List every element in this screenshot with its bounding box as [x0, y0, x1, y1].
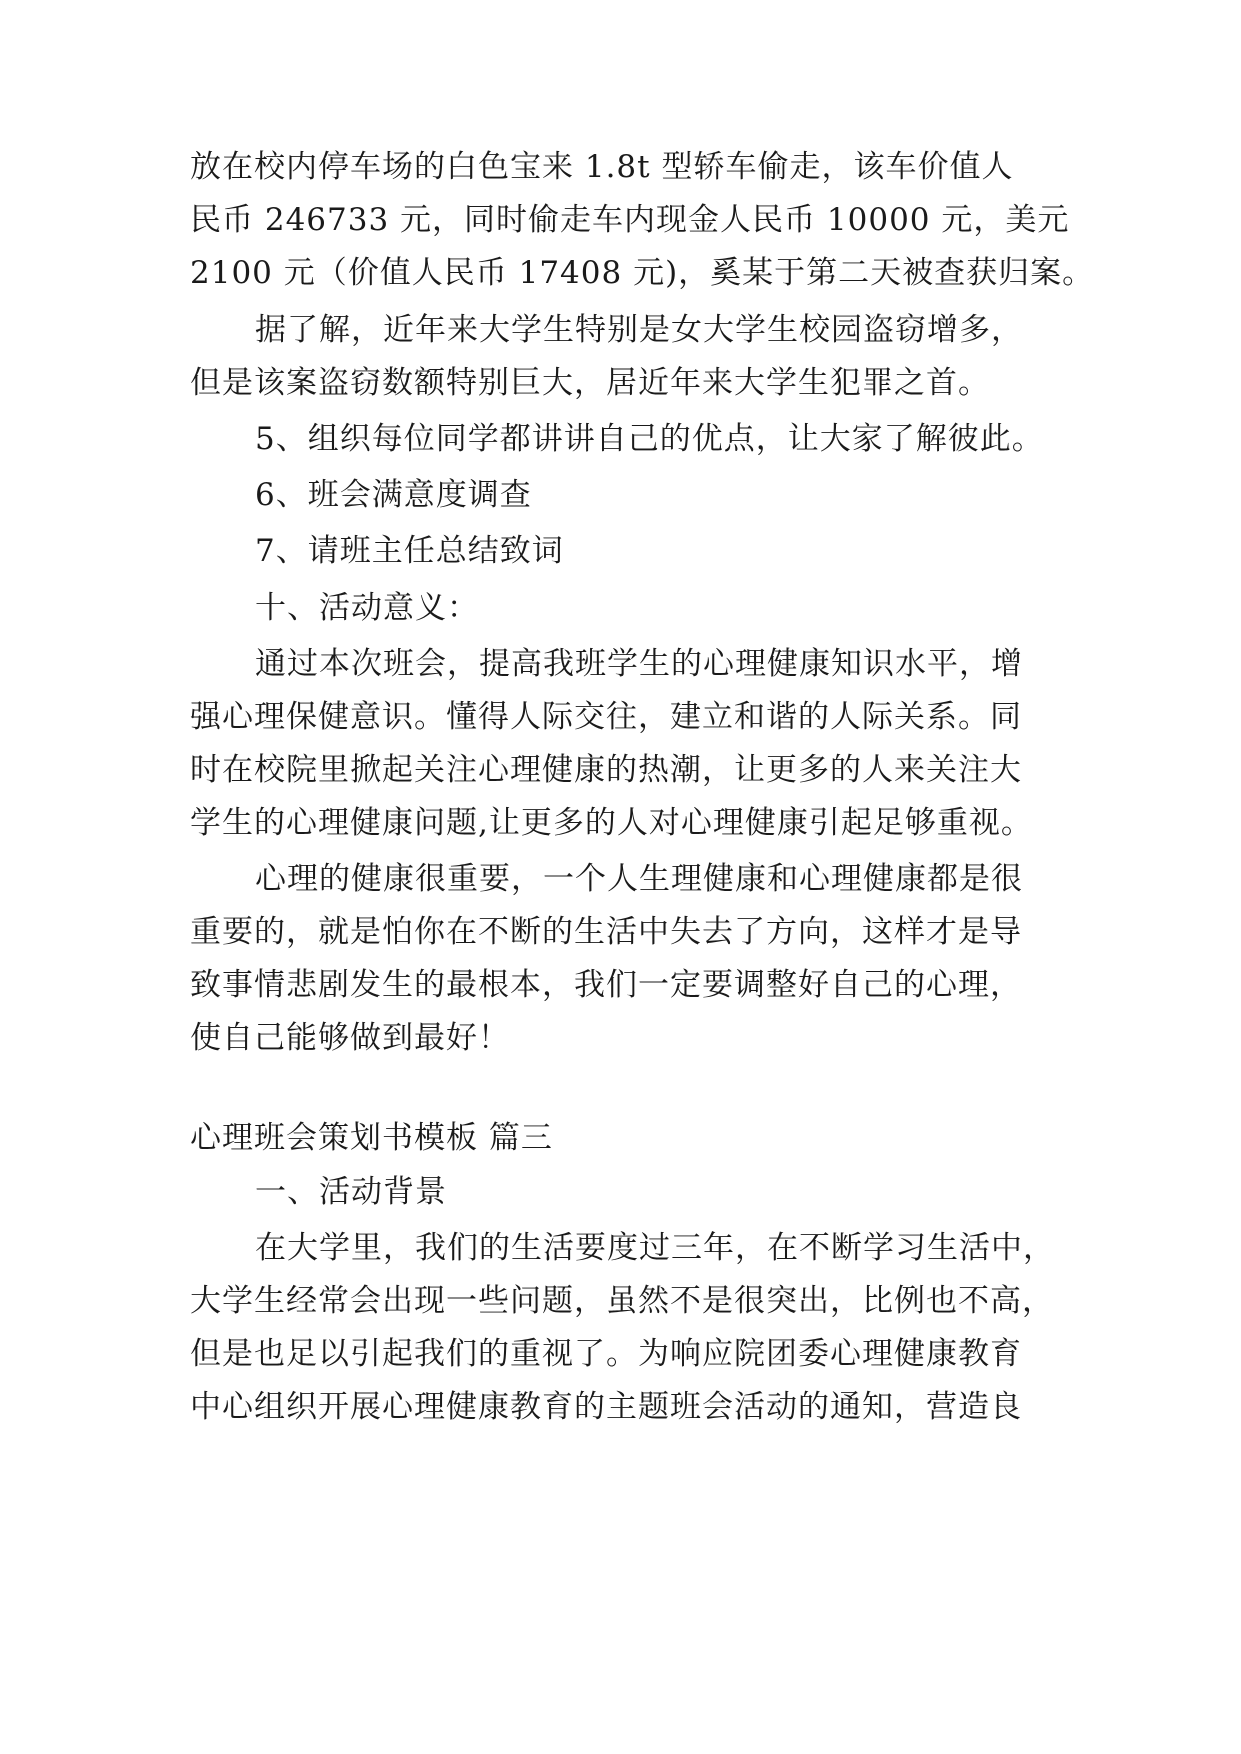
text-line: 学生的心理健康问题,让更多的人对心理健康引起足够重视。 [190, 805, 1033, 841]
text-line: 中心组织开展心理健康教育的主题班会活动的通知，营造良 [190, 1389, 1022, 1425]
text-line: 据了解，近年来大学生特别是女大学生校园盗窃增多， [255, 312, 1023, 348]
text-line: 通过本次班会，提高我班学生的心理健康知识水平，增 [255, 646, 1023, 682]
text-line: 但是也足以引起我们的重视了。为响应院团委心理健康教育 [190, 1336, 1022, 1372]
list-item: 5、组织每位同学都讲讲自己的优点，让大家了解彼此。 [255, 421, 1044, 457]
text-line: 使自己能够做到最好！ [190, 1020, 510, 1056]
text-line: 心理的健康很重要，一个人生理健康和心理健康都是很 [255, 861, 1023, 897]
section-heading: 十、活动意义： [255, 590, 479, 626]
text-line: 强心理保健意识。懂得人际交往，建立和谐的人际关系。同 [190, 699, 1022, 735]
text-line: 时在校院里掀起关注心理健康的热潮，让更多的人来关注大 [190, 752, 1022, 788]
text-line: 在大学里，我们的生活要度过三年，在不断学习生活中， [255, 1230, 1055, 1266]
text-line: 放在校内停车场的白色宝来 1.8t 型轿车偷走，该车价值人 [190, 149, 1014, 185]
list-item: 7、请班主任总结致词 [255, 533, 564, 569]
section-title: 心理班会策划书模板 篇三 [190, 1120, 553, 1156]
section-heading: 一、活动背景 [255, 1174, 447, 1210]
text-line: 2100 元（价值人民币 17408 元)，奚某于第二天被查获归案。 [190, 255, 1095, 291]
text-line: 致事情悲剧发生的最根本，我们一定要调整好自己的心理， [190, 967, 1022, 1003]
text-line: 民币 246733 元，同时偷走车内现金人民币 10000 元，美元 [190, 202, 1070, 238]
text-line: 但是该案盗窃数额特别巨大，居近年来大学生犯罪之首。 [190, 365, 990, 401]
list-item: 6、班会满意度调查 [255, 477, 532, 513]
text-line: 重要的，就是怕你在不断的生活中失去了方向，这样才是导 [190, 914, 1022, 950]
text-line: 大学生经常会出现一些问题，虽然不是很突出，比例也不高， [190, 1283, 1054, 1319]
